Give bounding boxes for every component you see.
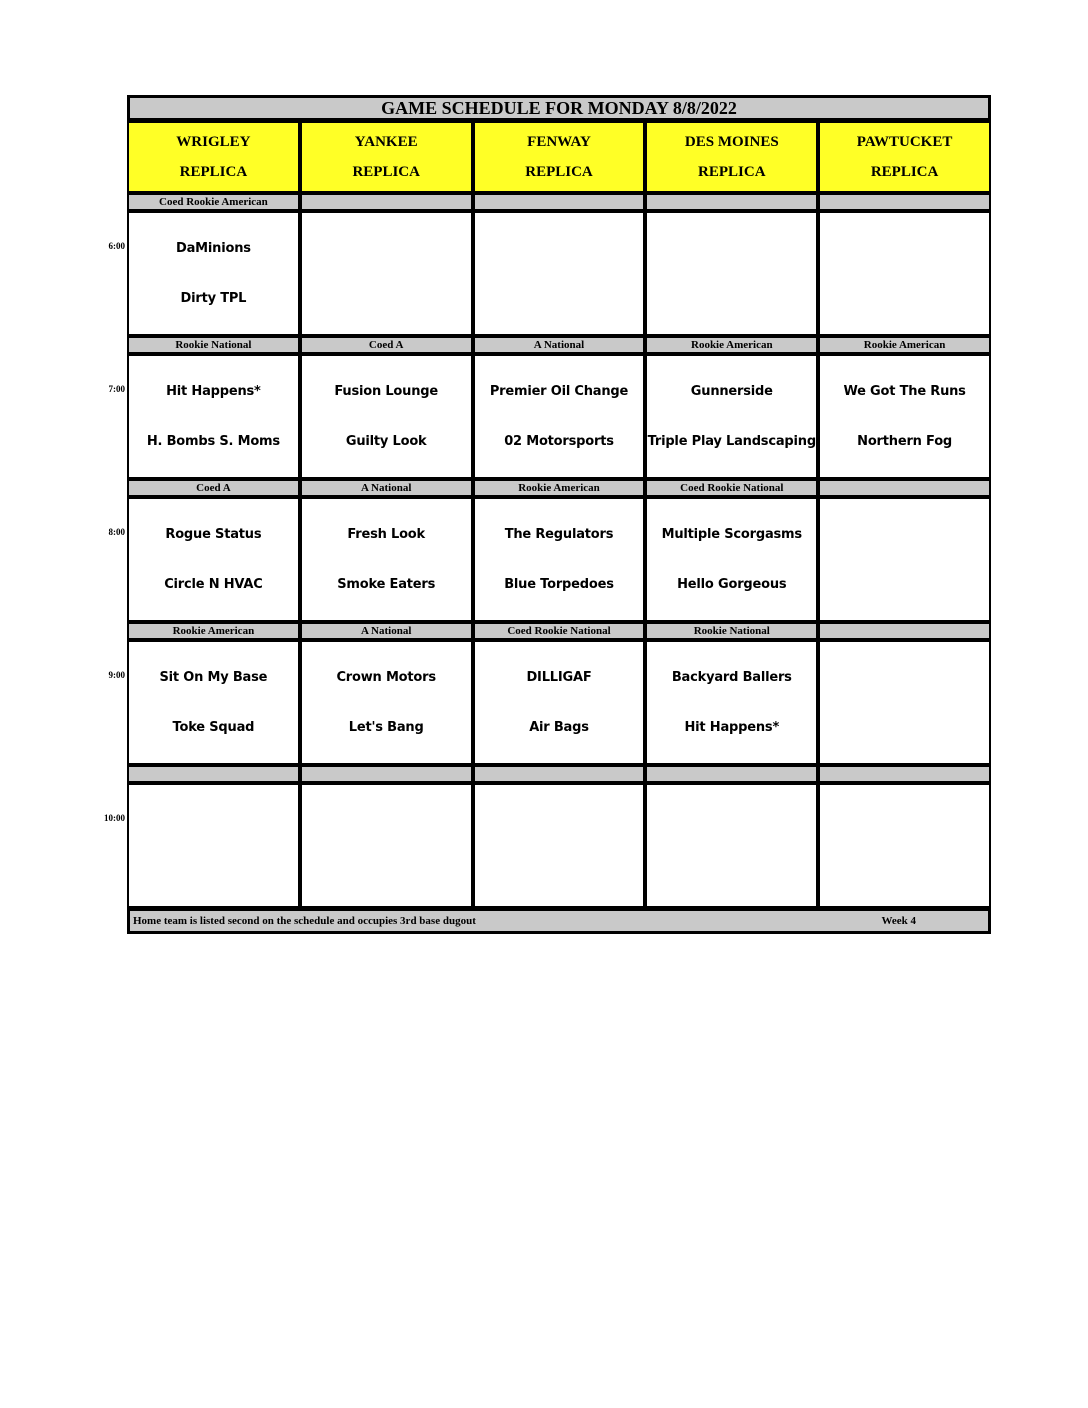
division-label (127, 765, 300, 783)
field-subtitle: REPLICA (698, 163, 766, 180)
game-cell (300, 354, 473, 479)
game-cell (300, 211, 473, 336)
division-label: Rookie American (645, 336, 818, 354)
division-label: A National (300, 622, 473, 640)
field-name: WRIGLEY (176, 133, 251, 150)
division-label (645, 193, 818, 211)
home-team: Smoke Eaters (337, 577, 436, 593)
game-cell (473, 354, 646, 479)
field-header (300, 121, 473, 193)
game-cell (127, 640, 300, 765)
game-cell (818, 640, 991, 765)
field-header (473, 121, 646, 193)
home-team: Air Bags (529, 720, 589, 736)
field-header (645, 121, 818, 193)
field-header (818, 121, 991, 193)
home-team: 02 Motorsports (504, 434, 614, 450)
game-cell (645, 354, 818, 479)
division-label: Coed Rookie National (645, 479, 818, 497)
division-label (818, 193, 991, 211)
division-label (300, 765, 473, 783)
time-slot (108, 336, 991, 479)
home-team: Northern Fog (857, 434, 953, 450)
game-cell (645, 211, 818, 336)
field-subtitle: REPLICA (352, 163, 420, 180)
away-team: Sit On My Base (159, 669, 268, 685)
game-cell (127, 211, 300, 336)
game-cell (300, 640, 473, 765)
division-label: Rookie American (127, 622, 300, 640)
away-team: Multiple Scorgasms (661, 526, 802, 542)
time-slot (108, 622, 991, 765)
game-cell (473, 211, 646, 336)
game-cell (127, 783, 300, 908)
division-label: Rookie National (645, 622, 818, 640)
game-row (108, 211, 991, 336)
division-label: Coed A (127, 479, 300, 497)
game-cell (127, 497, 300, 622)
home-team: Let's Bang (348, 720, 424, 736)
game-cell (300, 497, 473, 622)
game-cell (127, 354, 300, 479)
schedule-title: GAME SCHEDULE FOR MONDAY 8/8/2022 (127, 95, 991, 121)
away-team: Premier Oil Change (489, 383, 629, 399)
game-row (108, 497, 991, 622)
away-team: Backyard Ballers (671, 669, 792, 685)
game-cell (818, 211, 991, 336)
division-row (127, 336, 991, 354)
week-label: Week 4 (881, 915, 916, 927)
time-label: 10:00 (104, 813, 125, 823)
time-slot (108, 193, 991, 336)
home-team: Circle N HVAC (164, 577, 263, 593)
home-team: Triple Play Landscaping (647, 434, 816, 450)
home-team: Blue Torpedoes (504, 577, 614, 593)
game-cell (645, 640, 818, 765)
time-label: 6:00 (108, 241, 125, 251)
division-row (127, 479, 991, 497)
division-label: A National (300, 479, 473, 497)
game-row (108, 640, 991, 765)
away-team: Rogue Status (165, 526, 262, 542)
game-row (108, 354, 991, 479)
game-cell (300, 783, 473, 908)
field-subtitle: REPLICA (525, 163, 593, 180)
away-team: Fresh Look (347, 526, 425, 542)
away-team: Hit Happens* (166, 383, 261, 399)
away-team: We Got The Runs (843, 383, 966, 399)
division-label: Rookie American (818, 336, 991, 354)
game-cell (818, 497, 991, 622)
division-label: Coed Rookie American (127, 193, 300, 211)
game-cell (818, 783, 991, 908)
away-team: Fusion Lounge (334, 383, 439, 399)
division-row (127, 193, 991, 211)
division-label (818, 622, 991, 640)
division-label: Coed Rookie National (473, 622, 646, 640)
division-label: A National (473, 336, 646, 354)
field-name: DES MOINES (684, 133, 779, 150)
away-team: DaMinions (176, 240, 251, 256)
division-row (127, 765, 991, 783)
game-cell (818, 354, 991, 479)
time-slots (104, 193, 991, 908)
division-label (300, 193, 473, 211)
field-name: YANKEE (354, 133, 418, 150)
division-label (818, 479, 991, 497)
time-slot (108, 479, 991, 622)
field-subtitle: REPLICA (179, 163, 248, 180)
home-team: Hello Gorgeous (677, 577, 787, 593)
division-label (645, 765, 818, 783)
division-label (473, 193, 646, 211)
away-team: Gunnerside (690, 383, 773, 399)
time-label: 8:00 (108, 527, 125, 537)
schedule-sheet (104, 95, 991, 934)
game-row (104, 783, 991, 908)
game-cell (645, 783, 818, 908)
division-label: Rookie American (473, 479, 646, 497)
division-label (818, 765, 991, 783)
away-team: The Regulators (504, 526, 614, 542)
game-cell (645, 497, 818, 622)
field-subtitle: REPLICA (870, 163, 939, 180)
schedule-footer (127, 908, 991, 934)
home-team: Toke Squad (172, 720, 255, 736)
home-team: Dirty TPL (180, 291, 247, 307)
time-slot (104, 765, 991, 908)
home-team: Guilty Look (345, 434, 427, 450)
time-label: 7:00 (108, 384, 125, 394)
away-team: DILLIGAF (526, 669, 592, 685)
field-header (127, 121, 300, 193)
home-team: Hit Happens* (684, 720, 780, 736)
division-label (473, 765, 646, 783)
away-team: Crown Motors (336, 669, 436, 685)
time-label: 9:00 (108, 670, 125, 680)
game-cell (473, 640, 646, 765)
field-name: FENWAY (527, 133, 591, 150)
game-cell (473, 783, 646, 908)
field-name: PAWTUCKET (856, 133, 953, 150)
game-cell (473, 497, 646, 622)
division-label: Rookie National (127, 336, 300, 354)
division-label: Coed A (300, 336, 473, 354)
division-row (127, 622, 991, 640)
field-header-row (127, 121, 991, 193)
home-team-note: Home team is listed second on the schedule and occupies 3rd base dugout (133, 915, 476, 927)
home-team: H. Bombs S. Moms (146, 434, 280, 450)
